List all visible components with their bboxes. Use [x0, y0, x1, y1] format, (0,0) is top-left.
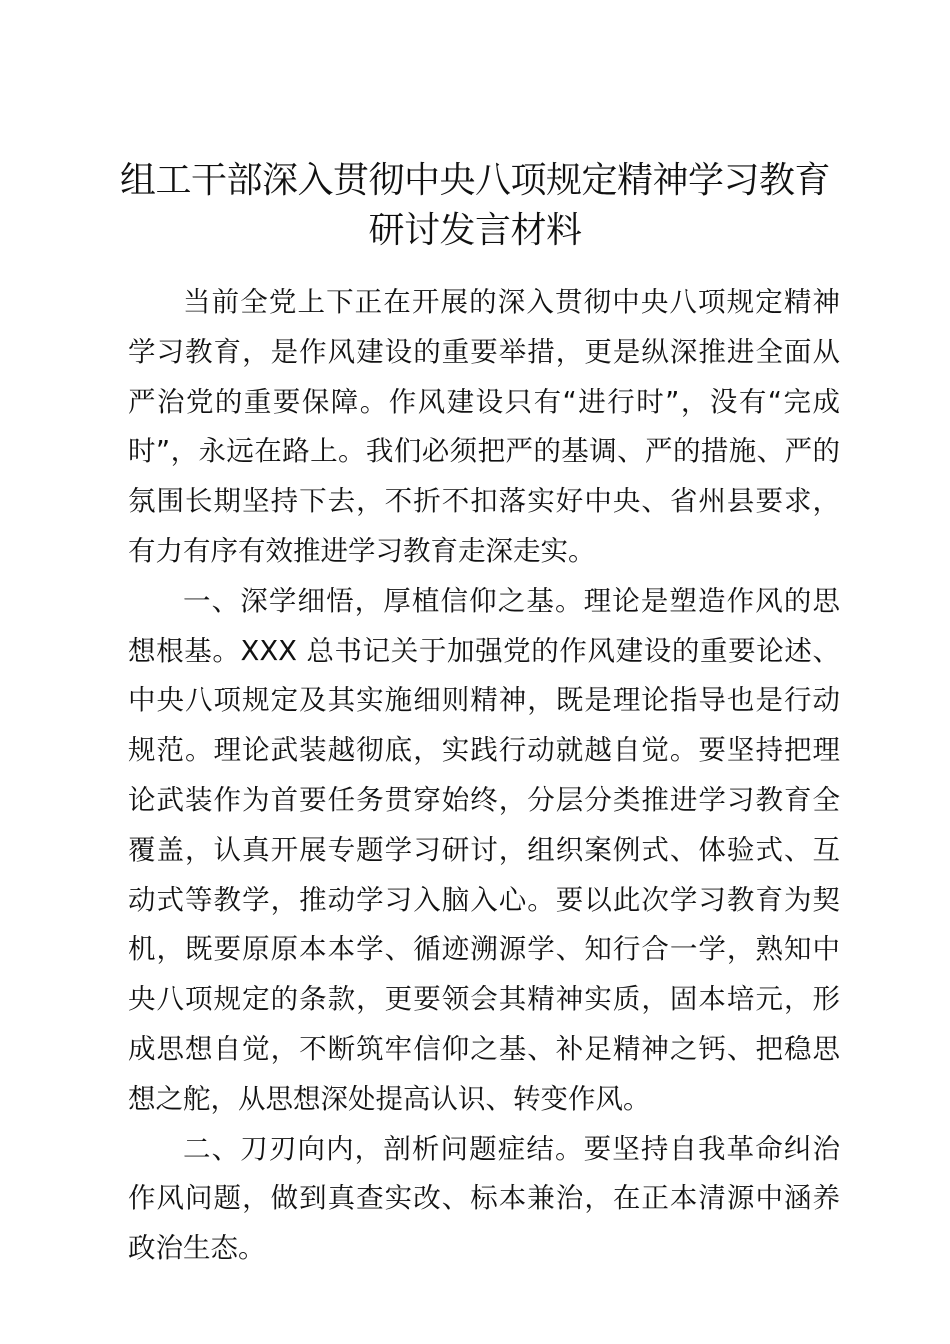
paragraph-section-2: 二、刀刃向内，剖析问题症结。要坚持自我革命纠治作风问题，做到真查实改、标本兼治，在正本清源中涵养政治生态。	[128, 1132, 840, 1265]
document-title-line-1: 组工干部深入贯彻中央八项规定精神学习教育	[119, 160, 830, 201]
paragraph-intro: 当前全党上下正在开展的深入贯彻中央八项规定精神学习教育，是作风建设的重要举措，更是纵深推进全面从严治党的重要保障。作风建设只有“进行时”，没有“完成时”，永远在路上。我们必须把严的基调、严的措施、严的氛围长期坚持下去，不折不扣落实好中央、省州县要求，有力有序有效推进学习教育走深走实。	[128, 286, 840, 567]
paragraph-section-1: 一、深学细悟，厚植信仰之基。理论是塑造作风的思想根基。XXX 总书记关于加强党的作风建设的重要论述、中央八项规定及其实施细则精神，既是理论指导也是行动规范。理论武装越彻底，实践行动就越自觉。要坚持把理论武装作为首要任务贯穿始终，分层分类推进学习教育全覆盖，认真开展专题学习研讨，组织案例式、体验式、互动式等教学，推动学习入脑入心。要以此次学习教育为契机，既要原原本本学、循迹溯源学、知行合一学，熟知中央八项规定的条款，更要领会其精神实质，固本培元，形成思想自觉，不断筑牢信仰之基、补足精神之钙、把稳思想之舵，从思想深处提高认识、转变作风。	[128, 584, 840, 1115]
document-title-line-2: 研讨发言材料	[368, 210, 582, 251]
document-body	[128, 278, 840, 1274]
